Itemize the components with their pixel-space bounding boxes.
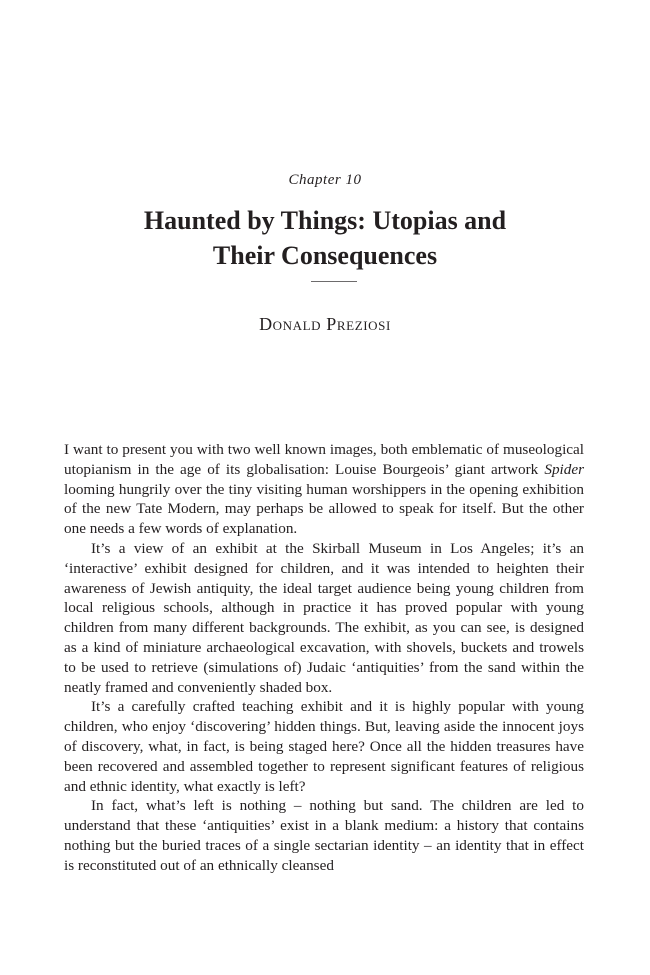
chapter-title-line-1: Haunted by Things: Utopias and bbox=[143, 206, 507, 235]
chapter-title bbox=[0, 203, 650, 273]
paragraph-4: In fact, what’s left is nothing – nothing but sand. The children are led to understand that these ‘antiquities’ exist in a blank medium: a history that contains nothing but the buried traces of a single sectarian identity – an identity that in effect is reconstituted out of an ethnically cleansed bbox=[64, 797, 584, 874]
author-name: Donald Preziosi bbox=[259, 314, 391, 334]
paragraph-2: It’s a view of an exhibit at the Skirball Museum in Los Angeles; it’s an ‘interactive’ exhibit designed for children, and it was intended to heighten their awareness of Jewish antiquity, the ideal target audience being young children from local religious schools, although in practice it has proved popular with young children from many different backgrounds. The exhibit, as you can see, is designed as a kind of miniature archaeological excavation, with shovels, buckets and trowels to be used to retrieve (simulations of) Judaic ‘antiquities’ from the sand within the neatly framed and conveniently shaded box. bbox=[64, 539, 584, 696]
paragraph-1 bbox=[64, 440, 584, 539]
paragraph-1-before: I want to present you with two well known images, both emblematic of museological utopianism in the age of its globalisation: Louise Bourgeois’ giant artwork bbox=[64, 441, 584, 478]
chapter-label: Chapter 10 bbox=[288, 172, 362, 188]
body-text bbox=[64, 440, 584, 876]
chapter-title-line-2: Their Consequences bbox=[212, 241, 438, 270]
title-divider bbox=[311, 281, 357, 282]
paragraph-1-after: looming hungrily over the tiny visiting human worshippers in the opening exhibition of the new Tate Modern, may perhaps be allowed to speak for itself. But the other one needs a few words of explanation. bbox=[64, 480, 584, 538]
paragraph-3: It’s a carefully crafted teaching exhibit and it is highly popular with young children, who enjoy ‘discovering’ hidden things. But, leaving aside the innocent joys of discovery, what, in fact, is being staged here? Once all the hidden treasures have been recovered and assembled together to represent significant features of religious and ethnic identity, what exactly is left? bbox=[64, 698, 584, 795]
artwork-title: Spider bbox=[544, 460, 584, 478]
